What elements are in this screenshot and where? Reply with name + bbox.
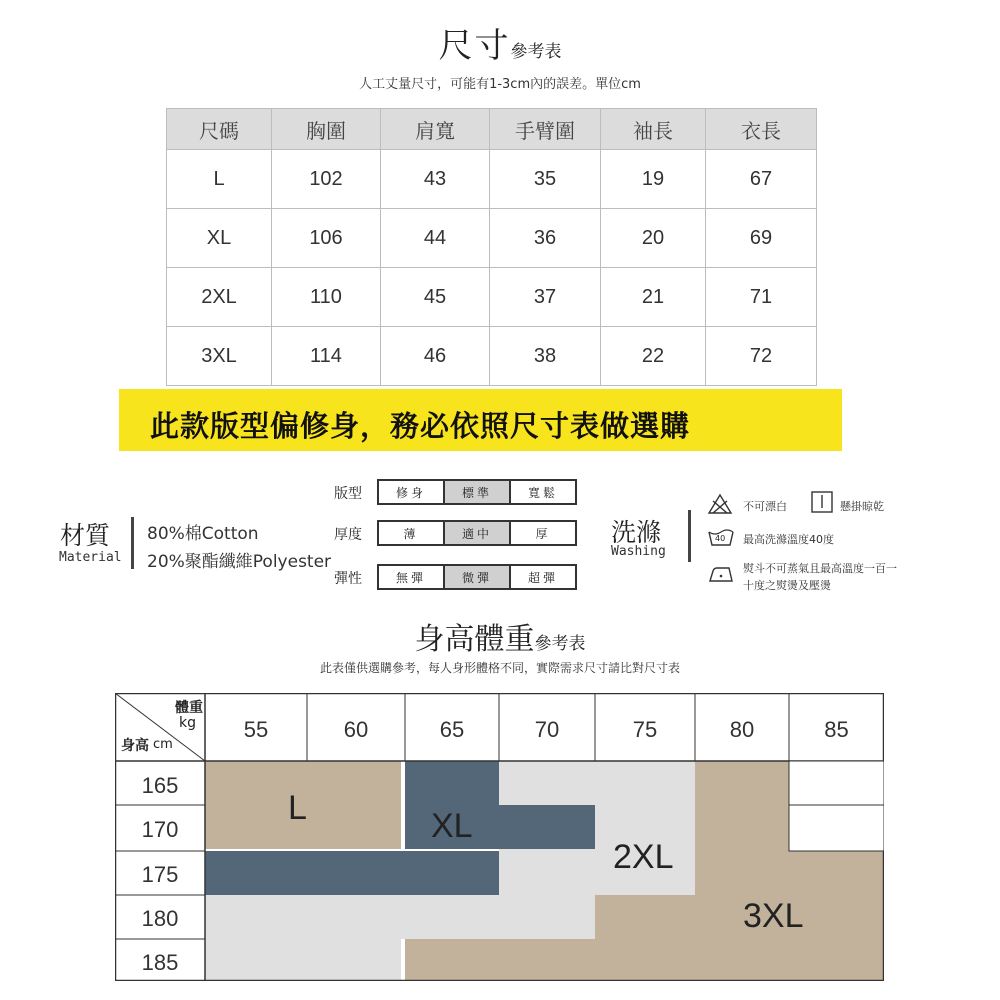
height-weight-subtitle: 此表僅供選購參考，每人身形體格不同，實際需求尺寸請比對尺寸表: [319, 661, 680, 675]
max-wash-temp-text: 最高洗滌溫度40度: [743, 533, 834, 546]
table-cell: 110: [272, 268, 381, 327]
table-cell: 19: [601, 150, 706, 209]
hang-dry-icon: [810, 490, 834, 518]
fit-option: 修身: [379, 481, 445, 503]
zone-label-XL: XL: [431, 807, 473, 845]
zone-label-3XL: 3XL: [743, 897, 804, 935]
height-weight-title-sub: 參考表: [534, 634, 586, 654]
table-cell: XL: [167, 209, 272, 268]
table-cell: 46: [381, 327, 490, 386]
zone-label-2XL: 2XL: [613, 838, 674, 876]
table-row: [167, 327, 817, 386]
hang-dry-text: 懸掛晾乾: [840, 500, 884, 513]
table-row: [167, 209, 817, 268]
material-divider: [131, 517, 134, 569]
corner-weight-unit: kg: [179, 715, 196, 731]
header-cell: 胸圍: [272, 109, 381, 150]
material-composition-1: 80%棉Cotton: [147, 524, 259, 544]
header-cell: 肩寬: [381, 109, 490, 150]
fit-scale: [377, 479, 577, 505]
height-weight-title: [0, 614, 1000, 658]
iron-text-line2: 十度之熨燙及壓燙: [743, 579, 831, 592]
corner-weight-label: 體重: [175, 700, 203, 716]
size-table: [166, 108, 817, 386]
corner-height-label: 身高: [121, 738, 149, 754]
no-bleach-text: 不可漂白: [743, 500, 787, 513]
table-cell: 36: [490, 209, 601, 268]
height-label: 170: [141, 817, 179, 842]
height-label: 180: [141, 906, 179, 931]
thickness-label: 厚度: [334, 527, 362, 543]
material-composition-2: 20%聚酯纖維Polyester: [147, 552, 332, 572]
fit-warning-text: 此款版型偏修身，務必依照尺寸表做選購: [150, 409, 691, 443]
header-cell: 尺碼: [167, 109, 272, 150]
header-cell: 袖長: [601, 109, 706, 150]
washing-label: 洗滌: [611, 518, 662, 547]
elasticity-option: 超彈: [527, 570, 558, 585]
table-cell: 35: [490, 150, 601, 209]
table-row: [167, 268, 817, 327]
table-cell: L: [167, 150, 272, 209]
height-weight-title-main: 身高體重: [414, 622, 535, 657]
weight-label: 65: [439, 717, 465, 742]
thickness-option: 薄: [379, 522, 445, 544]
weight-label: 55: [243, 717, 269, 742]
size-chart-title-main: 尺寸: [438, 26, 511, 66]
header-cell: 衣長: [706, 109, 817, 150]
size-chart-subtitle: 人工丈量尺寸，可能有1-3cm內的誤差。單位cm: [359, 77, 641, 92]
table-cell: 114: [272, 327, 381, 386]
elasticity-label: 彈性: [334, 571, 362, 587]
table-cell: 21: [601, 268, 706, 327]
table-cell: 43: [381, 150, 490, 209]
elasticity-option: 無彈: [379, 566, 445, 588]
washing-label-en: Washing: [611, 544, 666, 559]
material-label: 材質: [60, 521, 111, 550]
fit-option-selected: 標準: [445, 481, 511, 503]
table-cell: 2XL: [167, 268, 272, 327]
zone-label-L: L: [288, 789, 307, 827]
table-row: [167, 150, 817, 209]
fit-label: 版型: [334, 486, 362, 502]
size-chart-title-sub: 參考表: [510, 42, 562, 62]
iron-text-line1: 熨斗不可蒸氣且最高溫度一百一: [743, 562, 897, 575]
wash-temp-badge: 40: [715, 534, 726, 543]
table-cell: 45: [381, 268, 490, 327]
table-cell: 67: [706, 150, 817, 209]
corner-height-unit: cm: [153, 737, 173, 752]
height-weight-chart: [115, 693, 884, 981]
table-cell: 37: [490, 268, 601, 327]
weight-label: 75: [632, 717, 658, 742]
height-label: 185: [141, 950, 179, 975]
table-cell: 69: [706, 209, 817, 268]
fit-option: 寬鬆: [527, 485, 558, 500]
height-label: 175: [141, 862, 179, 887]
table-cell: 3XL: [167, 327, 272, 386]
weight-label: 70: [534, 717, 560, 742]
header-cell: 手臂圍: [490, 109, 601, 150]
table-cell: 22: [601, 327, 706, 386]
height-label: 165: [141, 773, 179, 798]
weight-label: 85: [824, 717, 849, 742]
elasticity-option-selected: 微彈: [445, 566, 511, 588]
thickness-option: 厚: [535, 526, 551, 541]
table-cell: 71: [706, 268, 817, 327]
weight-label: 80: [729, 717, 755, 742]
table-cell: 38: [490, 327, 601, 386]
table-cell: 72: [706, 327, 817, 386]
size-table-header: [167, 109, 817, 150]
no-bleach-icon: [707, 493, 733, 519]
weight-label: 60: [343, 717, 369, 742]
material-label-en: Material: [59, 550, 122, 565]
table-cell: 102: [272, 150, 381, 209]
washing-divider: [688, 510, 691, 562]
table-cell: 106: [272, 209, 381, 268]
size-chart-title: [0, 18, 1000, 67]
table-cell: 20: [601, 209, 706, 268]
wash-40-icon: [707, 528, 735, 548]
thickness-scale: [377, 520, 577, 546]
table-cell: 44: [381, 209, 490, 268]
elasticity-scale: [377, 564, 577, 590]
iron-icon: [707, 566, 735, 588]
thickness-option-selected: 適中: [445, 522, 511, 544]
